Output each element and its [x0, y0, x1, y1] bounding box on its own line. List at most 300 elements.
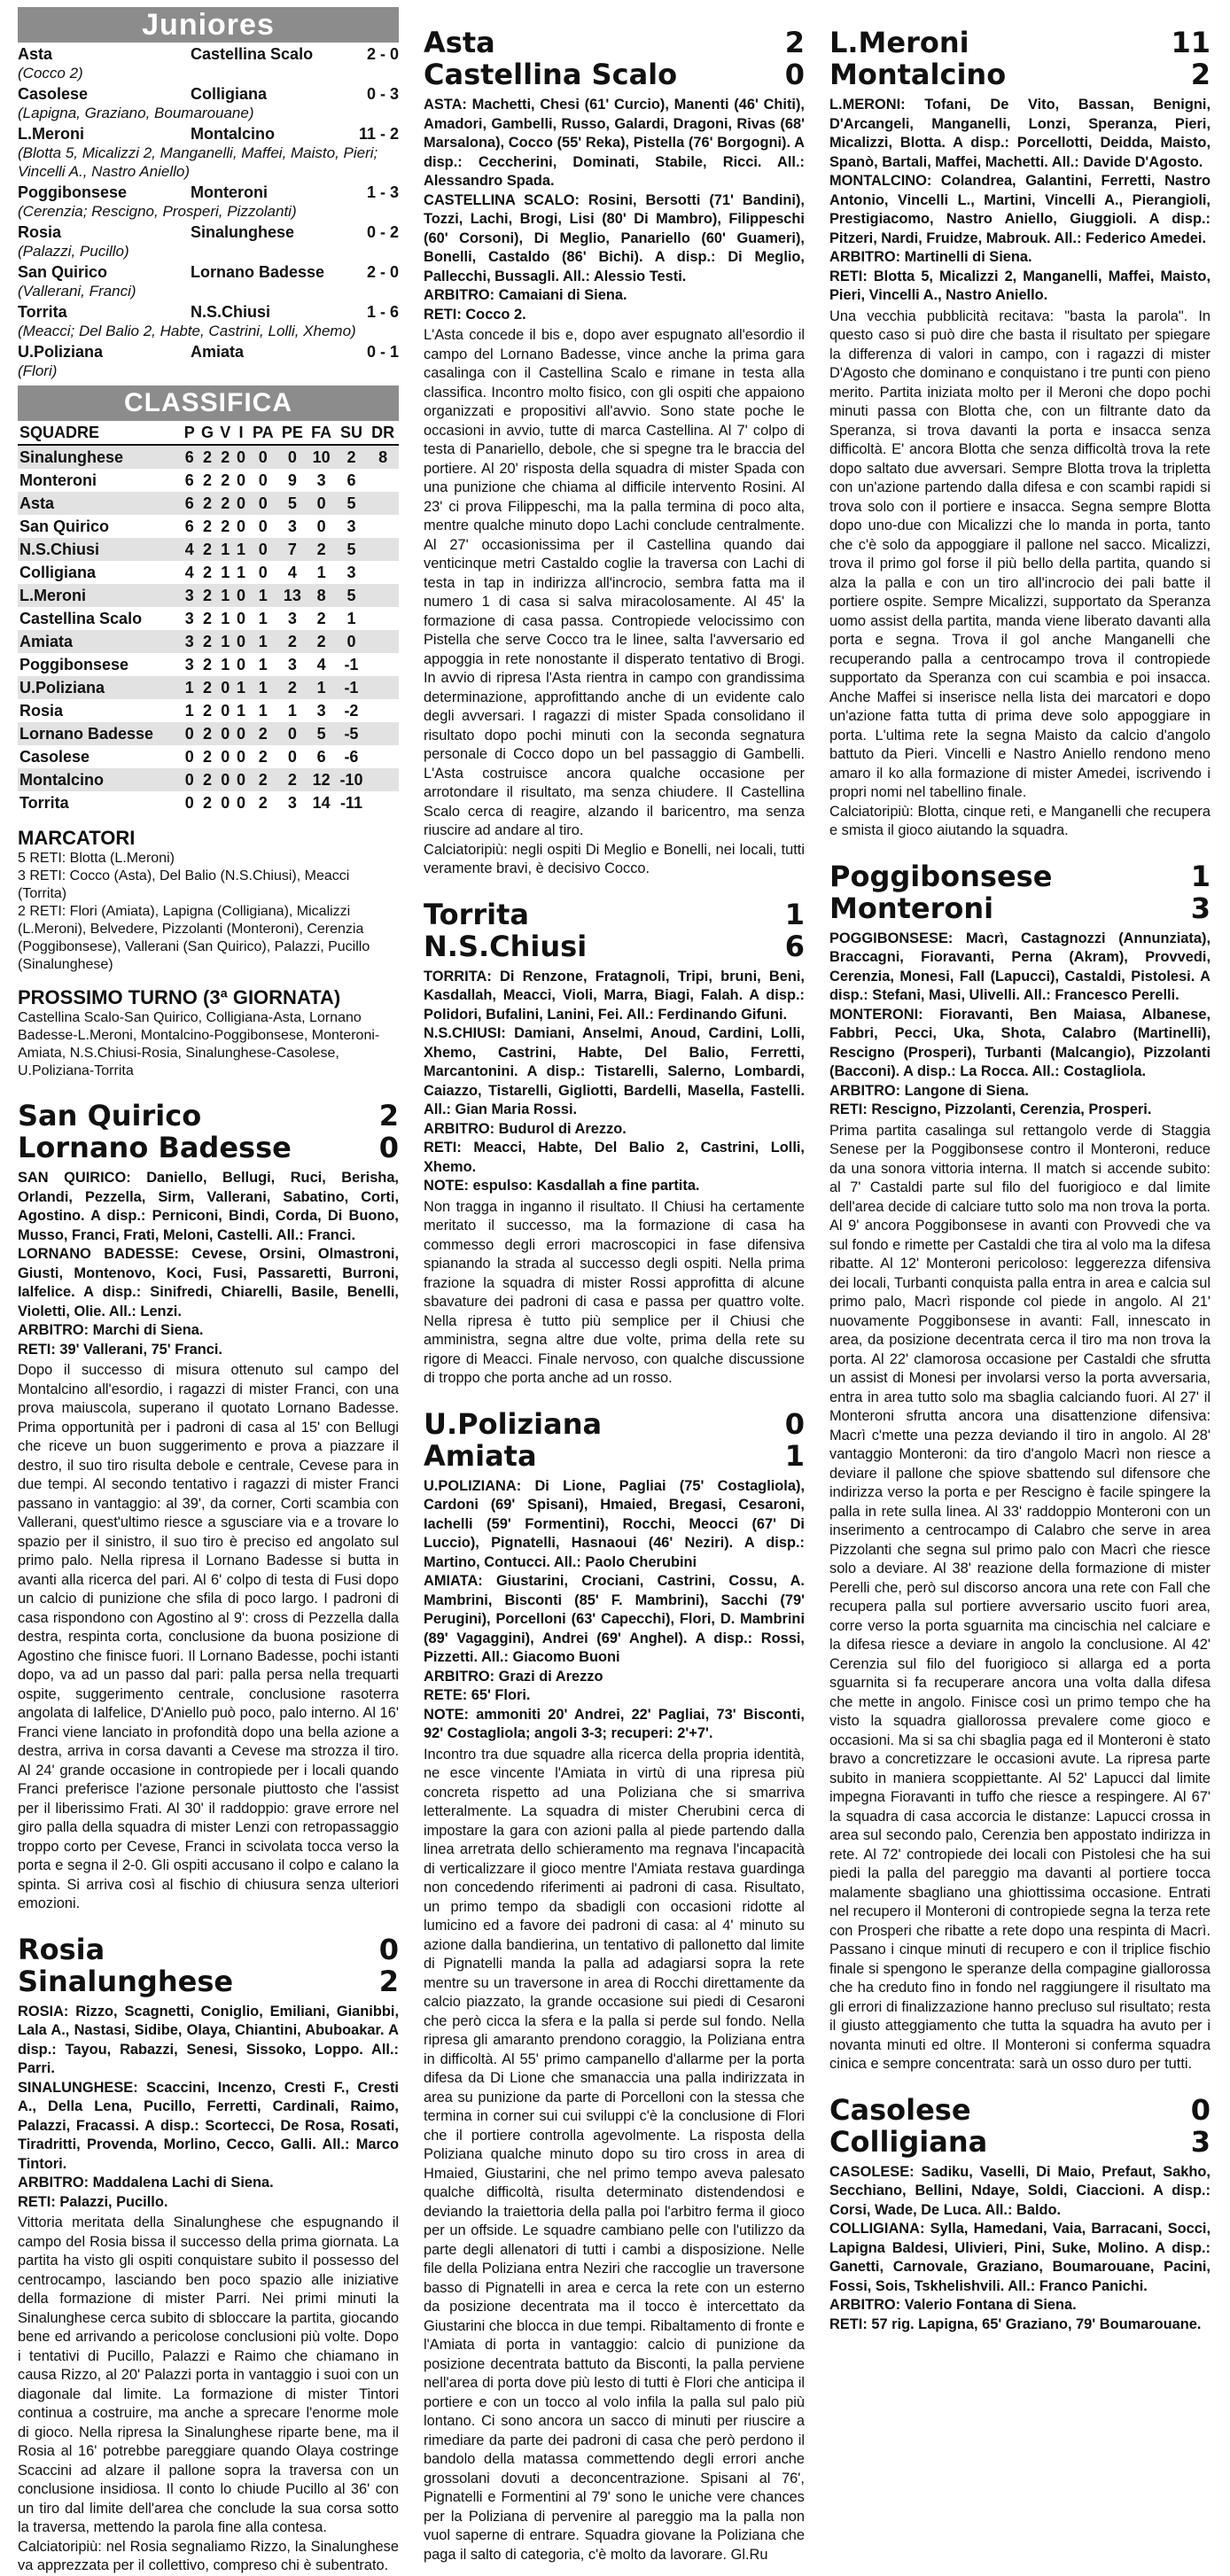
standings-cell: 2 — [316, 610, 326, 627]
standings-cell — [367, 676, 399, 699]
column-middle — [424, 7, 805, 2563]
score-home: 2 — [378, 1099, 399, 1132]
standings-cell: 1 — [217, 630, 234, 653]
team-away: Colligiana — [829, 2124, 988, 2159]
standings-cell: San Quirico — [19, 518, 110, 535]
team-line-home — [18, 1100, 399, 1132]
result-away: Monteroni — [191, 183, 268, 201]
marcatori-list — [18, 850, 399, 974]
result-away: Montalcino — [191, 125, 275, 143]
standings-cell: 0 — [237, 471, 246, 489]
match-lineup-a: POGGIBONSESE: Macrì, Castagnozzi (Annunziata), Braccagni, Fioravanti, Perna (Akram), Provvedi, Cerenzia, Monesi, Fall (Lapucci), Castaldi, Pistolesi. A disp.: Stefani, Masi, Ulivelli. All.: Francesco Perelli. — [829, 930, 1211, 1003]
match-reti: RETE: 65' Flori. — [424, 1687, 531, 1703]
match-article — [829, 2094, 1211, 2335]
standings-cell — [367, 515, 399, 538]
standings-cell: Amiata — [18, 630, 181, 653]
team-home: Poggibonsese — [829, 859, 1053, 893]
standings-cell: Asta — [18, 492, 181, 515]
results-list — [18, 44, 399, 380]
team-line-home — [829, 2094, 1211, 2126]
standings-cell: 3 — [346, 518, 356, 535]
marcatori-line: 5 RETI: Blotta (L.Meroni) — [18, 851, 175, 866]
standings-cell: 2 — [308, 630, 336, 653]
standings-cell: 0 — [181, 722, 198, 745]
match-lineup-a: SAN QUIRICO: Daniello, Bellugi, Ruci, Berisha, Orlandi, Pezzella, Sirm, Vallerani, Sabatino, Corti, Agostino. A disp.: Perniconi, Bindi, Corda, Di Buono, Musso, Franci, Frati, Meloni, Castelli. All.: Franci. — [18, 1170, 399, 1243]
score-home: 0 — [784, 1406, 805, 1441]
match-report: L'Asta concede il bis e, dopo aver espugnato all'esordio il campo del Lornano Badesse, vince anche la prima gara casalinga con il Castellina Scalo e rimane in testa alla classifica. Incontro molto fisico, con gli ospiti che appaiono organizzati e propositivi all'avvio. Sono state poche le occasioni in avvio, tutte di marca Castellina. Al 7' colpo di testa di Panariello, debole, che si spegne tra le braccia del portiere. Al 20' risposta della squadra di mister Spada con una punizione che chiama al difficile intervento Rosini. Al 23' ci prova Filippeschi, ma la palla termina di poco alta, mentre qualche minuto dopo Lachi conclude centralmente. Al 27' occasionissima per il Castellina quando dai venticinque metri Castaldo coglie la traversa con Lachi di testa in tap in indirizza all'incrocio, sembra fatta ma il numero 1 di casa si salva miracolosamente. Al 45' la formazione di casa passa. Contropiede velocissimo con Pistella che serve Cocco tra le linee, salta l'avversario ed appoggia in rete nonostante il disperato tentativo di Brogi. In avvio di ripresa l'Asta rientra in campo con grandissima determinazione, approfittando anche di un evidente calo degli avversari. I ragazzi di mister Spada consolidano il risultato dopo pochi minuti con la seconda segnatura personale di Cocco dopo un bel passaggio di Gambelli. L'Asta costruisce ancora qualche occasione per arrotondare il risultato, ma senza chiudere. Il Castellina Scalo cerca di reagire, alzando il baricentro, ma senza riuscire ad andare al tiro. — [424, 327, 805, 838]
standings-cell: 5 — [336, 492, 368, 515]
standings-cell: 0 — [248, 538, 277, 561]
result-away: Colligiana — [191, 85, 268, 103]
score-away: 2 — [1190, 58, 1211, 91]
standings-cell: 3 — [287, 518, 297, 535]
match-arbitro: ARBITRO: Budurol di Arezzo. — [424, 1120, 627, 1137]
team-line-home — [424, 899, 805, 930]
standings-row — [18, 722, 399, 745]
standings-cell: 0 — [287, 748, 297, 766]
standings-cell: 1 — [287, 702, 297, 720]
score-away: 0 — [784, 58, 805, 91]
result-scorers: (Cocco 2) — [18, 65, 83, 82]
standings-cell: 0 — [258, 564, 268, 581]
standings-cell: N.S.Chiusi — [18, 538, 181, 561]
standings-cell: 2 — [277, 768, 307, 791]
result-home: Rosia — [18, 223, 62, 241]
result-row — [18, 44, 399, 64]
standings-cell: 3 — [287, 794, 297, 812]
standings-cell: 0 — [234, 722, 249, 745]
team-home: Casolese — [829, 2092, 971, 2127]
match-lineup-a: ROSIA: Rizzo, Scagnetti, Coniglio, Emiliani, Gianibbi, Lala A., Nastasi, Sidibe, Olaya, Chiantini, Abuboakar. A disp.: Tayou, Rabazzi, Senesi, Sissoko, Loppo. All.: Parri. — [18, 2003, 399, 2076]
marcatori-line: 3 RETI: Cocco (Asta), Del Balio (N.S.Chiusi), Meacci (Torrita) — [18, 868, 350, 901]
result-score: 0 - 2 — [366, 223, 399, 241]
standings-cell: 3 — [184, 656, 194, 673]
standings-cell: 3 — [346, 564, 356, 581]
standings-cell: 1 — [258, 656, 268, 673]
standings-cell: Torrita — [19, 794, 69, 812]
match-body — [424, 1477, 805, 2565]
standings-cell: U.Poliziana — [18, 676, 181, 699]
standings-row — [18, 676, 399, 699]
standings-row — [18, 768, 399, 791]
column-right — [829, 7, 1211, 2479]
standings-cell: 6 — [184, 518, 194, 535]
match-arbitro: ARBITRO: Camaiani di Siena. — [424, 287, 627, 303]
standings-header-cell: DR — [367, 421, 399, 445]
score-away: 2 — [378, 1964, 399, 1998]
team-line-away — [424, 930, 805, 962]
standings-cell: 0 — [217, 722, 234, 745]
match-reti: RETI: Palazzi, Pucillo. — [18, 2193, 168, 2210]
result-home: Asta — [18, 45, 53, 63]
standings-header — [18, 421, 399, 445]
standings-cell: 2 — [198, 538, 216, 561]
standings-cell: 1 — [217, 538, 234, 561]
standings-cell: 3 — [181, 584, 198, 607]
match-body — [829, 2163, 1211, 2335]
standings-header-cell: P — [181, 421, 198, 445]
match-lineup-a: L.MERONI: Tofani, De Vito, Bassan, Benigni, D'Arcangeli, Manganelli, Lonzi, Speranza, Pieri, Micalizzi, Blotta. A disp.: Porcellotti, Deidda, Maisto, Spanò, Bartali, Maffei, Machetti. All.: Davide D'Agosto. — [829, 97, 1211, 170]
standings-cell: 1 — [234, 676, 249, 699]
result-score: 11 - 2 — [358, 125, 399, 143]
match-lineup-b: CASTELLINA SCALO: Rosini, Bersotti (71' Bandini), Tozzi, Lachi, Brogi, Lisi (80' Di Mambro), Filippeschi (60' Corsoni), Di Meglio, Panariello (60' Guameri), Bonelli, Castaldo (86' Bichi). A disp.: Di Meglio, Pallecchi, Bussagli. All.: Alessio Testi. — [424, 191, 805, 284]
result-row — [18, 302, 399, 322]
standings-cell: -1 — [336, 676, 368, 699]
result-away: Lornano Badesse — [191, 263, 325, 281]
standings-cell: 6 — [184, 471, 194, 489]
standings-cell: L.Meroni — [18, 584, 181, 607]
standings-cell: 2 — [217, 445, 234, 469]
standings-cell: 3 — [287, 656, 297, 673]
standings-cell — [367, 745, 399, 768]
classifica-title: CLASSIFICA — [18, 385, 399, 421]
standings-cell: 5 — [336, 538, 368, 561]
standings-cell: 1 — [217, 584, 234, 607]
standings-cell: 1 — [308, 676, 336, 699]
match-reti: RETI: Cocco 2. — [424, 306, 526, 323]
standings-cell — [367, 538, 399, 561]
standings-cell — [367, 561, 399, 584]
result-scorers: (Cerenzia; Rescigno, Prosperi, Pizzolanti) — [18, 203, 297, 220]
match-arbitro: ARBITRO: Langone di Siena. — [829, 1082, 1029, 1099]
standings-cell: 2 — [198, 492, 216, 515]
result-score: 2 - 0 — [366, 45, 399, 63]
team-home: Torrita — [424, 897, 529, 931]
result-away: N.S.Chiusi — [191, 303, 271, 321]
match-article — [829, 27, 1211, 841]
standings-row — [18, 445, 399, 469]
standings-cell: 2 — [198, 445, 216, 469]
standings-cell: Casolese — [19, 748, 90, 766]
score-away: 1 — [784, 1438, 805, 1473]
standings-cell: 9 — [287, 471, 297, 489]
team-line-home — [424, 27, 805, 58]
team-home: Rosia — [18, 1932, 105, 1966]
match-note: NOTE: ammoniti 20' Andrei, 22' Pagliai, 73' Bisconti, 92' Costagliola; angoli 3-3; recuperi: 2'+7'. — [424, 1706, 805, 1741]
standings-cell: Lornano Badesse — [18, 722, 181, 745]
result-home: Casolese — [18, 85, 89, 103]
result-home: Poggibonsese — [18, 183, 128, 201]
standings-cell: 2 — [202, 702, 212, 720]
team-away: Lornano Badesse — [18, 1131, 292, 1164]
standings-row — [18, 469, 399, 492]
standings-cell: 12 — [308, 768, 336, 791]
match-lineup-b: N.S.CHIUSI: Damiani, Anselmi, Anoud, Cardini, Lolli, Xhemo, Castrini, Habte, Del Balio, Ferretti, Marcantonini. A disp.: Tistarelli, Salerno, Lombardi, Caiazzo, Tistarelli, Gigliotti, Bardelli, Masella, Fastelli. All.: Gian Maria Rossi. — [424, 1025, 805, 1117]
standings-cell: 4 — [316, 656, 326, 673]
match-body — [829, 96, 1211, 841]
standings-cell: 0 — [248, 445, 277, 469]
match-calciatori: Calciatoripiù: negli ospiti Di Meglio e Bonelli, nei locali, tutti veramente bravi, è decisivo Cocco. — [424, 841, 805, 876]
match-report: Dopo il successo di misura ottenuto sul campo del Montalcino all'esordio, i ragazzi di mister Franci, con una prova maiuscola, superano il quotato Lornano Badesse. Prima opportunità per i padroni di casa al 15' con Bellugi che riceve un buon suggerimento e prova a piazzare il destro, il suo tiro risulta debole e centrale, Cevese para in due tempi. Al secondo tentativo i ragazzi di mister Franci passano in vantaggio: al 39', da corner, Corti scambia con Vallerani, quest'ultimo riesce a sgusciare via e a trovare lo spazio per il sinistro, il suo tiro è preciso ed angolato sul primo palo. Nella ripresa il Lornano Badesse si butta in avanti alla ricerca del pari. Al 6' colpo di testa di Fusi dopo un calcio di punizione che sfila di poco largo. I padroni di casa rispondono con Agostino al 9': cross di Pezzella dalla destra, respinta corta, conclusione da buona posizione di Agostino che finisce fuori. Il Lornano Badesse, pochi istanti dopo, va ad un passo dal pari: palla persa nella trequarti ospite, suggerimento centrale, conclusione rasoterra angolata di Ialfelice, D'Aniello può poco, palo interno. Al 16' Franci viene lanciato in profondità dopo una bella azione a destra, arriva in corsa davanti a Cevese ma strozza il tiro. Al 24' grande occasione in contropiede per i locali quando Franci preferisce l'azione personale piuttosto che l'assist per il liberissimo Frati. Al 30' il raddoppio: grave errore nel giro palla della squadra di mister Lenzi con retropassaggio troppo corto per Cevese, Franci in scivolata tocca verso la porta e segna il 2-0. Gli ospiti accusano il colpo e calano la spinta. Si arriva così al fischio di chiusura senza ulteriori emozioni. — [18, 1362, 399, 1911]
standings-cell: 2 — [202, 518, 212, 535]
team-line-away — [829, 892, 1211, 924]
score-home: 1 — [784, 897, 805, 931]
match-lineup-b: LORNANO BADESSE: Cevese, Orsini, Olmastroni, Giusti, Montenovo, Koci, Fusi, Passaretti, Burroni, Ialfelice. A disp.: Sinifredi, Chiarelli, Basile, Benelli, Violetti, Olie. All.: Lenzi. — [18, 1246, 399, 1319]
standings-cell — [367, 791, 399, 814]
standings-cell: Monteroni — [19, 471, 97, 489]
standings-cell: 1 — [316, 564, 326, 581]
standings-cell: 0 — [277, 445, 307, 469]
standings-cell: 0 — [237, 794, 246, 812]
standings-cell — [367, 722, 399, 745]
standings-cell — [367, 584, 399, 607]
standings-cell: 1 — [248, 584, 277, 607]
standings-row — [18, 791, 399, 814]
standings-cell: 2 — [198, 768, 216, 791]
standings-row — [18, 653, 399, 676]
standings-header-cell: I — [234, 421, 249, 445]
result-scorers: (Lapigna, Graziano, Boumarouane) — [18, 105, 254, 121]
result-row — [18, 183, 399, 202]
match-report: Prima partita casalinga sul rettangolo verde di Staggia Senese per la Poggibonsese contro il Monteroni, reduce da una sonora vittoria interna. Il match si accende subito: al 7' Castaldi parte sul filo del fuorigioco e dal limite dell'area decide di calciare tutto solo ma non trova la porta. Al 9' ancora Poggibonsese in avanti con Provvedi che va sul fondo e rimette per Castaldi che tira al volo ma la difesa ribatte. Al 12' Monteroni pericoloso: leggerezza difensiva dei locali, Turbanti conquista palla entra in area e calcia sul primo palo, Macrì risponde col piede in angolo. Al 21' nuovamente Poggibonsese in avanti: Fall, innescato in area, da posizione decentrata cerca il tiro ma non trova la porta. Al 22' clamorosa occasione per Castaldi che sfrutta un assist di Monesi per involarsi verso la porta avversaria, entra in area tutto solo ma sbaglia calciando fuori. Al 27' il Monteroni sfrutta ancora una disattenzione difensiva: Macrì c'mette una pezza deviando il tiro in angolo. Al 28' vantaggio Monteroni: da tiro d'angolo Macrì non riesce a deviare il pallone che spiove sbattendo sul difensore che indirizza verso la porta e per Rescigno è facile spingere la palla in rete sulla linea. Al 33' raddoppio Monteroni con un inserimento a centrocampo di Calabro che serve in area Pizzolanti che segna sul primo palo con Macrì che riesce solo a deviare. Al 38' reazione della formazione di mister Perelli che, però sul discorso ancora una rete con Fall che recupera palla sul portiere avversario uscito fuori area, corre verso la porta sguarnita ma cincischia nel calciare e la difesa riesce a deviare in angolo la conclusione. Al 42' Cerenzia sul filo del fuorigioco si allarga ed a porta sguarnita si fa recuperare ancora una volta dalla difesa che mette in angolo. Finisce così un primo tempo che ha visto la squadra giallorossa prevalere come gioco e occasioni. Ma si sa chi sbaglia paga ed il Monteroni è stato bravo a concretizzare le occasioni avute. La ripresa parte subito in maniera scoppiettante. Al 52' Lapucci dal limite impegna Fioravanti in tuffo che riesce a respingere. Al 67' la squadra di casa accorcia le distanze: Lapucci crossa in area sul secondo palo, Cerenzia ben appostato indirizza in rete. Al 72' contropiede dei locali con Pistolesi che ha sui piedi la palla del pareggio ma davanti al portiere tocca malamente sbagliano una ghiottissima occasione. Entrati nel recupero il Monteroni di contropiede segna la terza rete con Prosperi che ribatte a rete dopo una respinta di Macrì. Passano i cinque minuti di recupero e con il triplice fischio finale si spengono le speranze della compagine giallorossa che ha creduto fino in fondo nel raggiungere il risultato ma gli errori di finalizzazione hanno precluso sul risultato; resta il giusto atteggiamento che tutta la squadra ha avuto per i novanta minuti ed oltre. Il Monteroni si conferma squadra cinica e sempre concentrata: sarà un osso duro per tutti. — [829, 1122, 1211, 2072]
standings-cell — [367, 607, 399, 630]
result-away: Sinalunghese — [191, 223, 295, 241]
standings-cell — [367, 768, 399, 791]
standings-cell: 2 — [202, 564, 212, 581]
team-home: U.Poliziana — [424, 1406, 603, 1441]
team-line-home — [424, 1408, 805, 1440]
standings-cell: 1 — [258, 610, 268, 627]
standings-cell: -5 — [336, 722, 368, 745]
standings-cell: 1 — [234, 538, 249, 561]
result-score: 0 - 3 — [366, 85, 399, 103]
match-reti: RETI: Meacci, Habte, Del Balio 2, Castrini, Lolli, Xhemo. — [424, 1140, 805, 1175]
standings-cell: 0 — [234, 768, 249, 791]
standings-cell: 3 — [287, 610, 297, 627]
standings-cell: Montalcino — [18, 768, 181, 791]
standings-cell: 0 — [258, 471, 268, 489]
standings-cell: 2 — [198, 630, 216, 653]
result-scorers: (Blotta 5, Micalizzi 2, Manganelli, Maffei, Maisto, Pieri; Vincelli A., Nastro Aniello) — [18, 144, 378, 180]
standings-cell: 1 — [181, 676, 198, 699]
standings-header-cell: SQUADRE — [18, 421, 181, 445]
match-calciatori: Calciatoripiù: nel Rosia segnaliamo Rizzo, la Sinalunghese va apprezzata per il collettivo, compreso chi è subentrato. — [18, 2538, 399, 2573]
match-lineup-b: COLLIGIANA: Sylla, Hamedani, Vaia, Barracani, Socci, Lapigna Baldesi, Ulivieri, Pini, Suke, Molino. A disp.: Ganetti, Carnovale, Graziano, Boumarouane, Pacini, Fossi, Sois, Tskhelishvili. All.: Franco Panichi. — [829, 2221, 1211, 2294]
standings-cell: 2 — [277, 630, 307, 653]
match-lineup-b: MONTALCINO: Colandrea, Galantini, Ferretti, Nastro Antonio, Vincelli L., Martini, Vincelli A., Pierangioli, Prestigiacomo, Nastro Aniello, Giuggioli. A disp.: Pitzeri, Nardi, Fruidze, Mabrouk. All.: Federico Amedei. — [829, 173, 1211, 246]
match-lineup-b: AMIATA: Giustarini, Crociani, Castrini, Cossu, A. Mambrini, Bisconti (85' F. Mambrini), Sacchi (79' Perugini), Porcelloni (63' Capecchi), Flori, D. Mambrini (89' Vagaggini), Andrei (69' Anghel). A disp.: Rossi, Pizzetti. All.: Giacomo Buoni — [424, 1573, 805, 1665]
standings-cell: 0 — [237, 656, 246, 673]
score-home: 1 — [1190, 859, 1211, 893]
result-home: Torrita — [18, 303, 67, 321]
standings-cell: 2 — [198, 722, 216, 745]
standings-cell — [367, 492, 399, 515]
standings-cell: 2 — [258, 794, 268, 812]
result-scorers: (Flori) — [18, 362, 58, 379]
standings-cell: 2 — [221, 471, 230, 489]
result-row — [18, 342, 399, 362]
score-away: 3 — [1190, 2124, 1211, 2159]
match-report: Non tragga in inganno il risultato. Il Chiusi ha certamente meritato il successo, ma la formazione di casa ha commesso degli errori macroscopici in fase difensiva spianando la strada al successo degli ospiti. Nella prima frazione la squadra di mister Rossi approfitta di alcune sbavature dei padroni di casa e passa per quattro volte. Nella ripresa è tutto più semplice per il Chiusi che amministra, segna altre due volte, prima della rete su rigore di Meacci. Finale nervoso, con qualche discussione di troppo che porta anche ad un rosso. — [424, 1198, 805, 1386]
standings-cell: 2 — [308, 538, 336, 561]
team-away: Sinalunghese — [18, 1964, 234, 1998]
score-away: 3 — [1190, 891, 1211, 925]
standings-row — [18, 515, 399, 538]
standings-row — [18, 607, 399, 630]
standings-cell: 1 — [237, 702, 246, 720]
standings-cell: 2 — [248, 768, 277, 791]
standings-cell: 2 — [198, 584, 216, 607]
standings-cell: -1 — [344, 656, 359, 673]
standings-cell: 1 — [221, 564, 230, 581]
standings-cell: 0 — [181, 768, 198, 791]
standings-cell — [367, 630, 399, 653]
standings-cell: 0 — [184, 794, 194, 812]
standings-cell: 2 — [277, 676, 307, 699]
standings-row — [18, 492, 399, 515]
marcatori-line: 2 RETI: Flori (Amiata), Lapigna (Colligiana), Micalizzi (L.Meroni), Belvedere, Pizzolanti (Monteroni), Cerenzia (Poggibonsese), Vallerani (San Quirico), Palazzi, Pucillo (Sinalunghese) — [18, 904, 370, 972]
result-row — [18, 84, 399, 104]
standings-cell: 7 — [277, 538, 307, 561]
score-home: 2 — [784, 26, 805, 59]
standings-cell: 1 — [248, 630, 277, 653]
match-calciatori: Calciatoripiù: Blotta, cinque reti, e Manganelli che recupera e smista il gioco aiutando la squadra. — [829, 803, 1211, 838]
standings-cell: 0 — [217, 768, 234, 791]
match-lineup-a: U.POLIZIANA: Di Lione, Pagliai (75' Costagliola), Cardoni (69' Spisani), Hmaied, Bregasi, Cesaroni, Iachelli (59' Formentini), Rocchi, Meocci (67' Di Luccio), Pignatelli, Hasnaoui (46' Neziri). A disp.: Martino, Contucci. All.: Paolo Cherubini — [424, 1477, 805, 1570]
standings-cell: 2 — [217, 492, 234, 515]
standings-cell: 4 — [184, 564, 194, 581]
team-home: L.Meroni — [829, 26, 969, 59]
team-away: Castellina Scalo — [424, 58, 678, 91]
standings-cell: 1 — [248, 676, 277, 699]
standings-cell: -2 — [344, 702, 359, 720]
result-score: 0 - 1 — [366, 343, 399, 361]
match-reti: RETI: Rescigno, Pizzolanti, Cerenzia, Prosperi. — [829, 1101, 1152, 1117]
standings-cell: 5 — [308, 722, 336, 745]
match-lineup-a: CASOLESE: Sadiku, Vaselli, Di Maio, Prefaut, Sakho, Secchiano, Bellini, Ndaye, Soldi, Ciaccioni. A disp.: Corsi, Wade, De Luca. All.: Baldo. — [829, 2163, 1211, 2218]
standings-cell — [367, 469, 399, 492]
standings-cell: 0 — [221, 748, 230, 766]
match-article — [424, 1408, 805, 2565]
match-lineup-a: ASTA: Machetti, Chesi (61' Curcio), Manenti (46' Chiti), Amadori, Gambelli, Russo, Galardi, Dragoni, Rivas (68' Marsalona), Cocco (55' Reka), Pistella (76' Borgogni). A disp.: Ceccherini, Dominati, Stabile, Ricci. All.: Alessandro Spada. — [424, 97, 805, 189]
column-left — [18, 7, 399, 2573]
team-line-away — [18, 1965, 399, 1997]
standings-table — [18, 421, 399, 814]
standings-cell: 2 — [258, 748, 268, 766]
match-arbitro: ARBITRO: Valerio Fontana di Siena. — [829, 2297, 1077, 2313]
match-body — [424, 96, 805, 879]
team-line-away — [18, 1132, 399, 1163]
result-row — [18, 262, 399, 282]
team-away: N.S.Chiusi — [424, 929, 588, 963]
result-score: 1 - 3 — [366, 183, 399, 201]
standings-cell: 3 — [181, 630, 198, 653]
marcatori-title: MARCATORI — [18, 827, 136, 849]
team-line-away — [829, 2126, 1211, 2158]
standings-cell: 1 — [258, 702, 268, 720]
standings-cell: 0 — [234, 445, 249, 469]
standings-cell: 6 — [346, 471, 356, 489]
standings-cell: 0 — [221, 702, 230, 720]
standings-cell: 0 — [237, 748, 246, 766]
standings-cell: -10 — [336, 768, 368, 791]
match-lineup-b: MONTERONI: Fioravanti, Ben Maiasa, Albanese, Fabbri, Pecci, Uka, Shota, Calabro (Martinelli), Rescigno (Prosperi), Turbanti (Malcangio), Pizzolanti (Bacconi). A disp.: La Rocca. All.: Costagliola. — [829, 1006, 1211, 1079]
standings-cell: 2 — [336, 445, 368, 469]
result-row — [18, 222, 399, 242]
standings-cell: Sinalunghese — [18, 445, 181, 469]
standings-cell: 2 — [202, 748, 212, 766]
standings-cell: 0 — [258, 518, 268, 535]
result-score: 2 - 0 — [366, 263, 399, 281]
standings-cell: 0 — [234, 630, 249, 653]
standings-cell: 2 — [202, 794, 212, 812]
standings-cell: 0 — [308, 492, 336, 515]
match-article — [829, 860, 1211, 2074]
standings-cell: 1 — [221, 656, 230, 673]
result-away: Amiata — [191, 343, 245, 361]
standings-cell: 2 — [202, 610, 212, 627]
standings-cell: 3 — [184, 610, 194, 627]
standings-cell: 6 — [316, 748, 326, 766]
standings-cell: 10 — [308, 445, 336, 469]
result-home: San Quirico — [18, 263, 108, 281]
standings-cell: 6 — [181, 445, 198, 469]
standings-cell: 13 — [277, 584, 307, 607]
team-line-home — [829, 860, 1211, 892]
score-home: 11 — [1171, 26, 1211, 59]
standings-cell: 8 — [308, 584, 336, 607]
team-line-away — [424, 1440, 805, 1472]
standings-cell: 14 — [312, 794, 331, 812]
standings-header-cell: FA — [308, 421, 336, 445]
result-home: L.Meroni — [18, 125, 84, 143]
score-away: 0 — [378, 1131, 399, 1164]
standings-cell: 0 — [221, 794, 230, 812]
match-arbitro: ARBITRO: Martinelli di Siena. — [829, 249, 1032, 265]
standings-cell: 3 — [316, 702, 326, 720]
match-arbitro: ARBITRO: Marchi di Siena. — [18, 1322, 204, 1338]
match-arbitro: ARBITRO: Maddalena Lachi di Siena. — [18, 2175, 274, 2191]
standings-header-cell: PA — [248, 421, 277, 445]
standings-cell — [367, 653, 399, 676]
standings-header-cell: PE — [277, 421, 307, 445]
match-report: Una vecchia pubblicità recitava: "basta la parola". In questo caso si può dire che basta il risultato per spiegare la differenza di valori in campo, con i ragazzi di mister D'Agosto che dominano e conquistano i tre punti con pieno merito. Partita iniziata molto per il Meroni che dopo pochi minuti passa con Blotta che, con un filtrante dato da Speranza, si trova davanti la porta e insacca senza difficoltà. E' ancora Blotta che senza difficoltà trova la rete dopo saltato due avversari. Sempre Blotta trova la tripletta con un'azione partendo dalla difesa e con scambi rapidi si trova solo con il portiere e insacca. Segna sempre Blotta dopo uno-due con Micalizzi che lo manda in porta, tanto che c'è solo da appoggiare il pallone nel sacco. Micalizzi, trova il primo gol forse il più bello della partita, quando si alza la palla e con un tiro all'incrocio dei pali batte il portiere ospite. Sempre Micalizzi, supportato da Speranza uomo assist della partita, manda viene liberato davanti alla porta e segna. Trova il gol anche Manganelli che recuperando palla a centrocampo trova il contropiede supportato da Speranza con cui scambia e poi insacca. Anche Maffei si inserisce nella lista dei marcatori e dopo un'azione fatta tutta di prima deve solo appoggiare in porta. L'ultima rete la segna Maisto da calcio d'angolo battuto da Pieri. Vincelli e Nastro Aniello rendono meno amaro il ko alla formazione di mister Amedei, iscrivendo i propri nomi nel tabellino finale. — [829, 307, 1211, 800]
result-scorers: (Meacci; Del Balio 2, Habte, Castrini, Lolli, Xhemo) — [18, 323, 356, 339]
standings-cell: -11 — [339, 794, 362, 812]
standings-row — [18, 745, 399, 768]
standings-cell: 0 — [237, 518, 246, 535]
match-reti: RETI: 39' Vallerani, 75' Franci. — [18, 1341, 222, 1358]
standings-cell: -6 — [344, 748, 359, 766]
standings-cell: 5 — [277, 492, 307, 515]
result-scorers: (Palazzi, Pucillo) — [18, 243, 129, 260]
match-body — [424, 968, 805, 1389]
standings-cell: 0 — [248, 492, 277, 515]
match-lineup-a: TORRITA: Di Renzone, Fratagnoli, Tripi, bruni, Beni, Kasdallah, Meacci, Violi, Marra, Biagi, Falah. A disp.: Polidori, Bufalini, Lanini, Fei. All.: Ferdinando Gifuni. — [424, 968, 805, 1023]
standings-row — [18, 584, 399, 607]
team-away: Amiata — [424, 1438, 537, 1473]
team-away: Montalcino — [829, 58, 1007, 91]
standings-cell: 3 — [316, 471, 326, 489]
result-scorers: (Vallerani, Franci) — [18, 283, 136, 300]
standings-cell: 0 — [336, 630, 368, 653]
standings-cell: 0 — [234, 492, 249, 515]
standings-cell: 0 — [234, 584, 249, 607]
standings-cell: 1 — [221, 610, 230, 627]
standings-row — [18, 561, 399, 584]
score-home: 0 — [378, 1932, 399, 1966]
standings-cell: Rosia — [19, 702, 64, 720]
standings-cell: 5 — [336, 584, 368, 607]
standings-cell: 4 — [181, 538, 198, 561]
standings-cell: 2 — [221, 518, 230, 535]
team-line-away — [829, 58, 1211, 90]
match-note: NOTE: espulso: Kasdallah a fine partita. — [424, 1178, 700, 1194]
match-reti: RETI: Blotta 5, Micalizzi 2, Manganelli, Maffei, Maisto, Pieri, Vincelli A., Nastro Aniello. — [829, 268, 1211, 303]
standings-cell: 2 — [198, 676, 216, 699]
team-line-home — [829, 27, 1211, 58]
standings-row — [18, 699, 399, 722]
